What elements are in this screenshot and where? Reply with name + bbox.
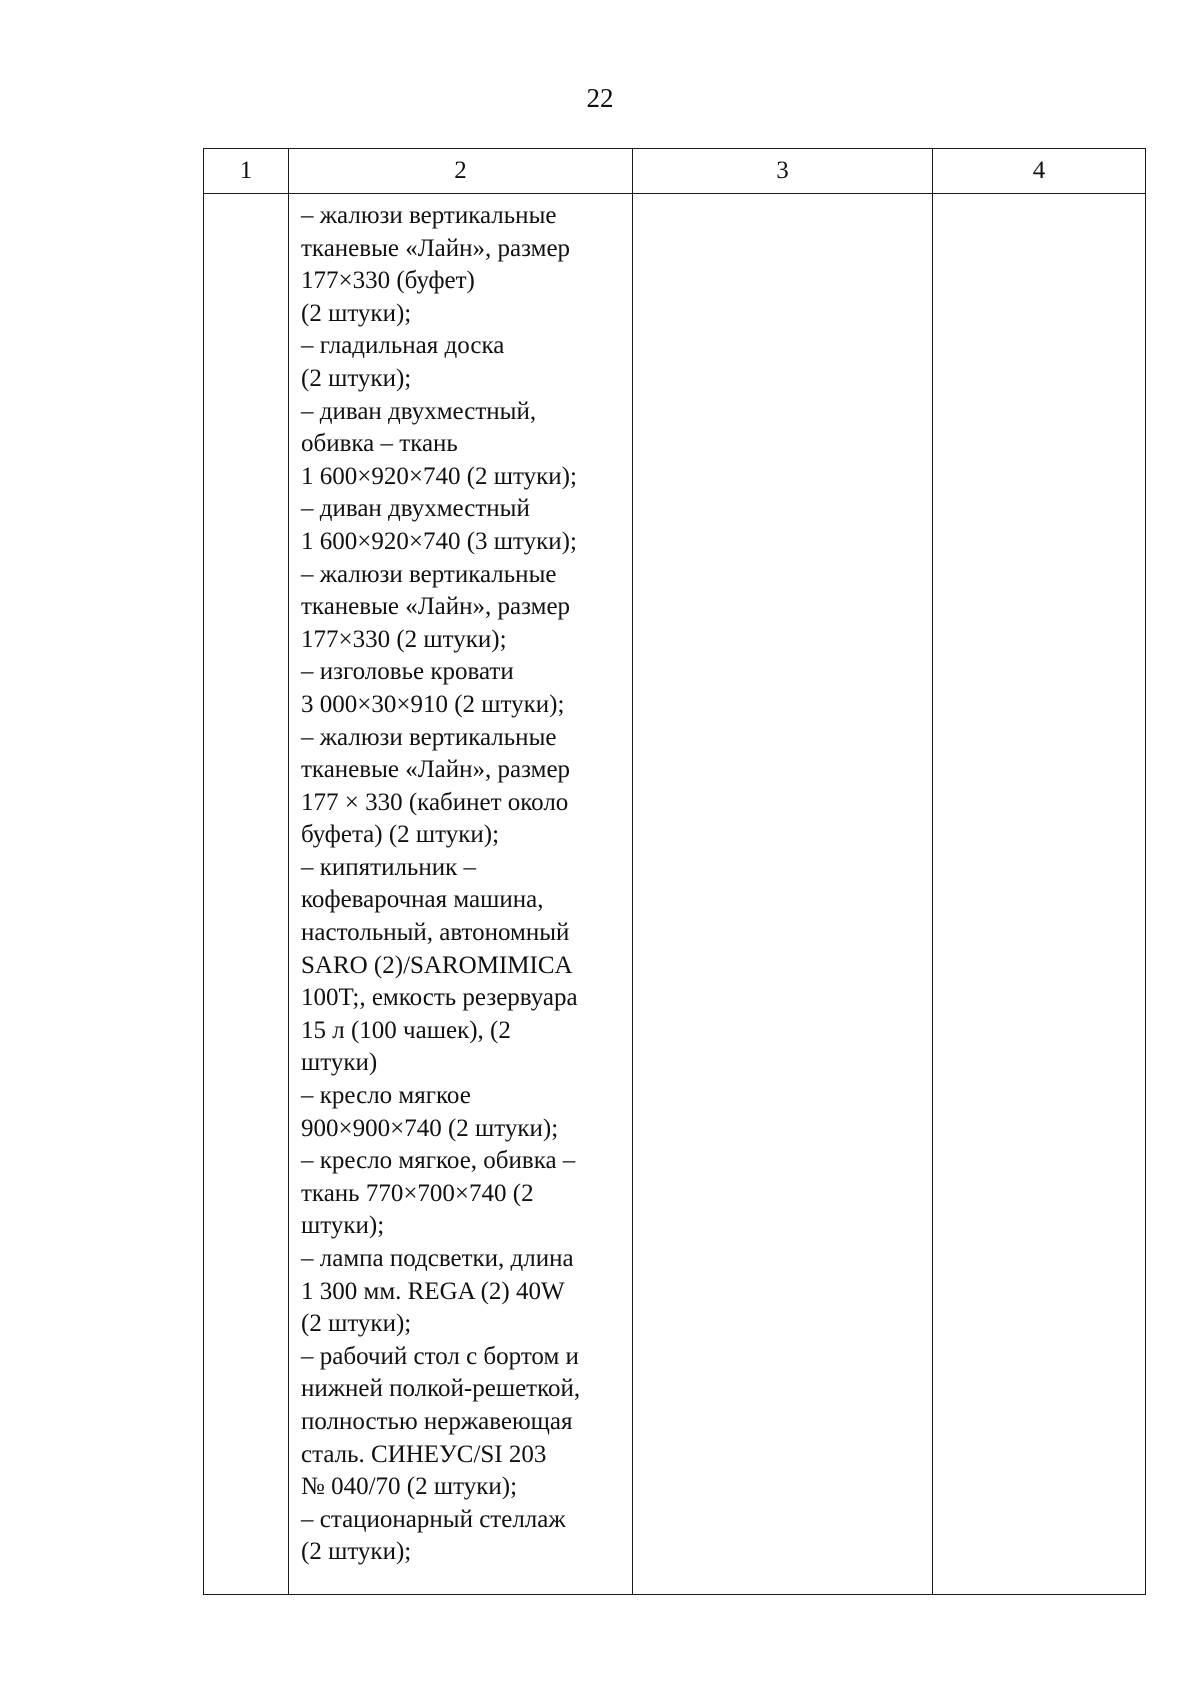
page-number: 22 xyxy=(586,83,614,113)
list-item: – кипятильник – кофеварочная машина, настольный, автономный SARO (2)/SAROMIMICA 100T;, емкость резервуара 15 л (100 чашек), (2 штуки) xyxy=(301,853,578,1077)
cell-col1 xyxy=(204,194,289,1595)
table-header-row xyxy=(204,149,1146,194)
list-item: – гладильная доска (2 штуки); xyxy=(301,332,505,392)
list-item: – лампа подсветки, длина 1 300 мм. REGA (2) 40W (2 штуки); xyxy=(301,1245,574,1338)
equipment-table xyxy=(203,148,1146,1595)
item-list xyxy=(289,194,632,1569)
column-header-4: 4 xyxy=(933,149,1146,194)
list-item: – кресло мягкое, обивка – ткань 770×700×740 (2 штуки); xyxy=(301,1147,576,1240)
list-item: – жалюзи вертикальные тканевые «Лайн», размер 177×330 (2 штуки); xyxy=(301,560,571,653)
list-item: – жалюзи вертикальные тканевые «Лайн», размер 177 × 330 (кабинет около буфета) (2 штуки); xyxy=(301,723,571,849)
list-item: – кресло мягкое 900×900×740 (2 штуки); xyxy=(301,1082,559,1142)
cell-col2 xyxy=(289,194,633,1595)
list-item: – диван двухместный, обивка – ткань 1 600×920×740 (2 штуки); xyxy=(301,397,577,490)
column-header-2: 2 xyxy=(289,149,633,194)
list-item: – диван двухместный 1 600×920×740 (3 штуки); xyxy=(301,495,577,555)
list-item: – изголовье кровати 3 000×30×910 (2 штуки); xyxy=(301,658,565,718)
cell-col3 xyxy=(633,194,933,1595)
table-row xyxy=(204,194,1146,1595)
column-header-1: 1 xyxy=(204,149,289,194)
list-item: – стационарный стеллаж (2 штуки); xyxy=(301,1505,566,1566)
column-header-3: 3 xyxy=(633,149,933,194)
list-item: – жалюзи вертикальные тканевые «Лайн», размер 177×330 (буфет) (2 штуки); xyxy=(301,202,571,327)
cell-col4 xyxy=(933,194,1146,1595)
list-item: – рабочий стол с бортом и нижней полкой-решеткой, полностью нержавеющая сталь. СИНЕУС/SI 203 № 040/70 (2 штуки); xyxy=(301,1342,581,1501)
